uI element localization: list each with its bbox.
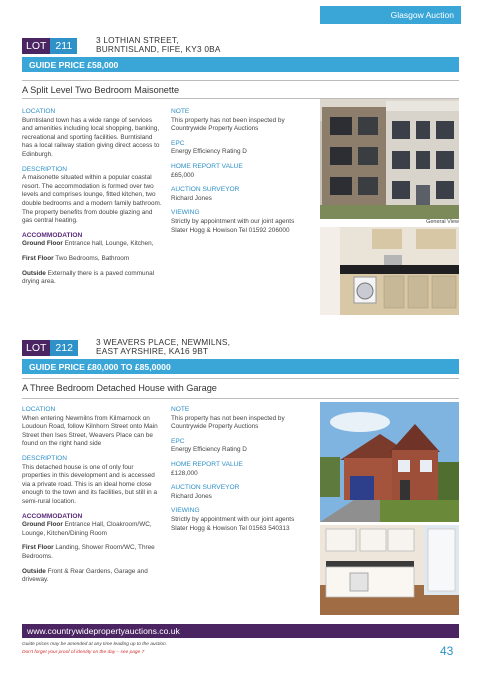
note-heading: NOTE (171, 108, 190, 115)
left-column (22, 406, 162, 591)
viewing-contact: Slater Hogg & Howison Tel 01563 540313 (171, 524, 290, 532)
home-report-heading: HOME REPORT VALUE (171, 162, 243, 170)
lot-subtitle: A Three Bedroom Detached House with Garage (22, 383, 217, 393)
accommodation-heading: ACCOMMODATION (22, 512, 83, 520)
description-heading: DESCRIPTION (22, 165, 68, 173)
description-heading: DESCRIPTION (22, 454, 68, 462)
surveyor-name: Richard Jones (171, 194, 212, 202)
note-text: This property has not been inspected by Countrywide Property Auctions (171, 116, 285, 133)
divider (22, 378, 459, 379)
accommodation-first (22, 544, 162, 561)
house-illustration (320, 402, 459, 522)
location-text: Burntisland town has a wide range of services and amenities including local shopping, banking, recreational and sporting facilities. Burntisland has a local railway station giving direct access to Edinburgh. (22, 116, 160, 158)
first-floor-text: Two Bedrooms, Bathroom (55, 254, 130, 262)
auction-region-tab: Glasgow Auction (320, 6, 461, 24)
left-column (22, 108, 162, 293)
lot-subtitle: A Split Level Two Bedroom Maisonette (22, 85, 180, 95)
page-number: 43 (440, 644, 454, 658)
viewing-heading: VIEWING (171, 209, 200, 217)
right-column (171, 406, 321, 533)
home-report-heading: HOME REPORT VALUE (171, 460, 243, 468)
accommodation-ground (22, 521, 162, 538)
lot-badge (22, 340, 78, 356)
guide-disclaimer: Guide prices may be amended at any time leading up to the auction. (22, 642, 168, 647)
website-link[interactable]: www.countrywidepropertyauctions.co.uk (22, 624, 459, 638)
surveyor-heading: AUCTION SURVEYOR (171, 484, 240, 492)
first-floor-label: First Floor (22, 544, 54, 552)
outside-text: Externally there is a paved communal drying area. (22, 269, 155, 286)
lot-address (96, 36, 221, 54)
address-line-1: 3 WEAVERS PLACE, NEWMILNS, (96, 337, 231, 347)
accommodation-outside (22, 568, 162, 585)
viewing-text: Strictly by appointment with our joint agents (171, 217, 295, 225)
viewing-text: Strictly by appointment with our joint agents (171, 515, 295, 523)
address-line-1: 3 LOTHIAN STREET, (96, 35, 179, 45)
lot-label: LOT (22, 340, 50, 356)
surveyor-name: Richard Jones (171, 492, 212, 500)
guide-price-bar: GUIDE PRICE £80,000 TO £85,0000 (22, 359, 459, 374)
lot-address (96, 338, 230, 356)
right-column (171, 108, 321, 235)
epc-heading: EPC (171, 437, 185, 445)
kitchen-photo (320, 227, 459, 315)
ground-floor-label: Ground Floor (22, 521, 63, 529)
surveyor-heading: AUCTION SURVEYOR (171, 186, 240, 194)
interior-illustration (320, 525, 459, 615)
kitchen-illustration (320, 227, 459, 315)
location-heading: LOCATION (22, 108, 56, 115)
note-text: This property has not been inspected by Countrywide Property Auctions (171, 414, 285, 431)
viewing-contact: Slater Hogg & Howison Tel 01592 206000 (171, 226, 290, 234)
exterior-photo (320, 99, 459, 219)
divider (22, 398, 459, 399)
lot-label: LOT (22, 38, 50, 54)
viewing-heading: VIEWING (171, 507, 200, 515)
first-floor-text: Landing, Shower Room/WC, Three Bedrooms. (22, 544, 155, 560)
address-line-2: BURNTISLAND, FIFE, KY3 0BA (96, 44, 221, 54)
guide-price-bar: GUIDE PRICE £58,000 (22, 57, 459, 72)
location-text: When entering Newmilns from Kilmarnock on Loudoun Road, follow Kilnhorn Street onto Main Street then Ises Street, Weavers Place can be found on the right hand side (22, 414, 158, 448)
id-reminder: Don't forget your proof of identity on the day – see page 7 (22, 650, 145, 655)
flats-building-illustration (320, 99, 459, 219)
epc-text: Energy Efficiency Rating D (171, 148, 247, 156)
lot-number: 212 (50, 340, 78, 356)
location-heading: LOCATION (22, 406, 56, 413)
description-text: A maisonette situated within a popular coastal resort. The accommodation is formed over two levels and comprises lounge, fitted kitchen, two double bedrooms and a modern family bathroom. The property benefits from double glazing and gas central heating. (22, 174, 162, 225)
accommodation-ground (22, 240, 162, 249)
epc-heading: EPC (171, 139, 185, 147)
lot-badge (22, 38, 77, 54)
outside-label: Outside (22, 269, 46, 277)
epc-text: Energy Efficiency Rating D (171, 446, 247, 454)
ground-floor-text: Entrance Hall, Cloakroom/WC, Lounge, Kitchen/Dining Room (22, 521, 152, 537)
ground-floor-label: Ground Floor (22, 240, 63, 248)
lot-211-section (22, 35, 459, 318)
lot-number: 211 (50, 38, 77, 54)
first-floor-label: First Floor (22, 254, 54, 262)
home-report-value: £65,000 (171, 171, 195, 179)
accommodation-first (22, 255, 162, 264)
ground-floor-text: Entrance hall, Lounge, Kitchen, (64, 240, 154, 248)
exterior-photo (320, 402, 459, 522)
accommodation-outside (22, 270, 162, 287)
outside-text: Front & Rear Gardens, Garage and driveway. (22, 567, 148, 584)
divider (22, 80, 459, 81)
accommodation-heading: ACCOMMODATION (22, 231, 83, 239)
interior-photo (320, 525, 459, 615)
outside-label: Outside (22, 567, 46, 575)
description-text: This detached house is one of only four properties in this development and is accessed via a private road. This is an ideal home close enough to the town and its facilities, but still in a semi-rural location. (22, 463, 157, 505)
lot-212-section (22, 337, 459, 620)
address-line-2: EAST AYRSHIRE, KA16 9BT (96, 346, 209, 356)
home-report-value: £128,000 (171, 469, 198, 477)
photo-caption: General View (426, 219, 459, 225)
note-heading: NOTE (171, 406, 190, 413)
